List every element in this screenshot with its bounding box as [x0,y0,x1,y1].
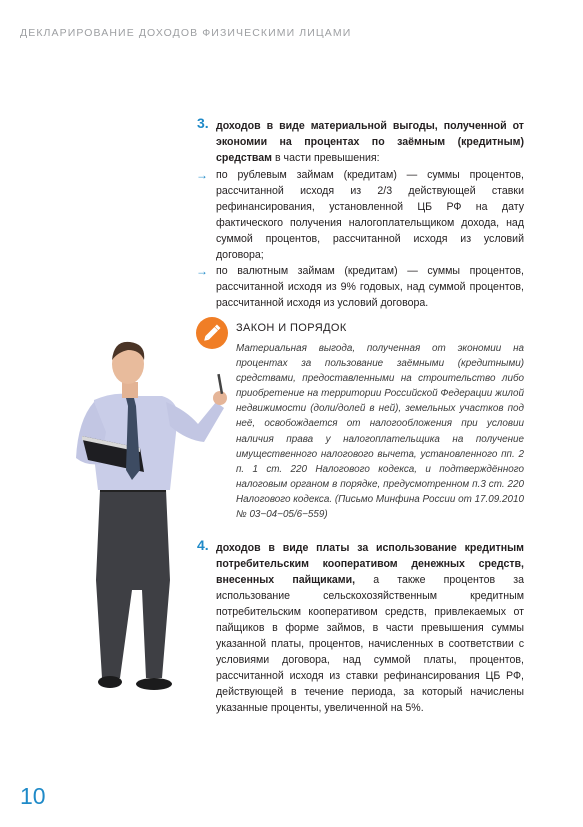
item-number: 4. [197,537,209,553]
subitem-text: по рублевым займам (кредитам) — суммы процентов, рассчитанной исходя из 2/3 действующей ставки рефинансирования, установленной ЦБ РФ на дату фактического получения налогоплательщиком дохода, над суммой процентов, рассчитанной исходя из условий договора; [216,169,524,261]
law-text: Материальная выгода, полученная от экономии на процентах за пользование заёмными (кредитными) средствами, предоставленными на строительство либо приобретение на территории Российской Федерации жилой недвижимости (доли/долей в ней), земельных участков под неё, освобождается от налогообложения при условии наличия права у налогоплательщика на получение имущественного налогового вычета, установленного пп. 2 п. 1 ст. 220 Налогового кодекса, и подтверждённого налоговым органом в порядке, предусмотренном п.3 ст. 220 Налогового кодекса. (Письмо Минфина России от 17.09.2010 № 03−04−05/6−559) [236,343,524,521]
law-title: ЗАКОН И ПОРЯДОК [236,322,347,334]
subitem-currency [196,263,524,311]
page-number: 10 [20,783,46,809]
item-number: 3. [197,115,209,131]
item-bold-text: доходов в виде платы за использование кредитным потребительским кооперативом денежных средств, внесенных пайщиками, [216,542,524,586]
running-title: ДЕКЛАРИРОВАНИЕ ДОХОДОВ ФИЗИЧЕСКИМИ ЛИЦАМИ [20,27,352,39]
subitem-rouble [196,167,524,263]
list-item-3 [197,115,524,166]
item-text: в части превышения: [272,152,380,164]
businessman-photo [58,340,228,700]
item-bold-text: доходов в виде материальной выгоды, полученной от экономии на процентах по заёмным (кредитным) средствам [216,120,524,164]
arrow-right-icon: → [196,264,208,278]
arrow-right-icon: → [196,168,208,182]
subitem-text: по валютным займам (кредитам) — суммы процентов, рассчитанной исходя из 9% годовых, над суммой процентов, рассчитанной исходя из условий договора. [216,265,524,309]
item-text: а также процентов за использование сельскохозяйственным кредитным потребительским кооперативом средств, привлекаемых от пайщиков в форме займов, в части превышения суммы указанной платы, процентов, начисленных в соответствии с условиями договора, над суммой платы, процентов, рассчитанной исходя из ставки рефинансирования ЦБ РФ, действующей в течение периода, за который начислены указанные проценты, увеличенной на 5%. [216,574,524,714]
list-item-4 [197,537,524,716]
